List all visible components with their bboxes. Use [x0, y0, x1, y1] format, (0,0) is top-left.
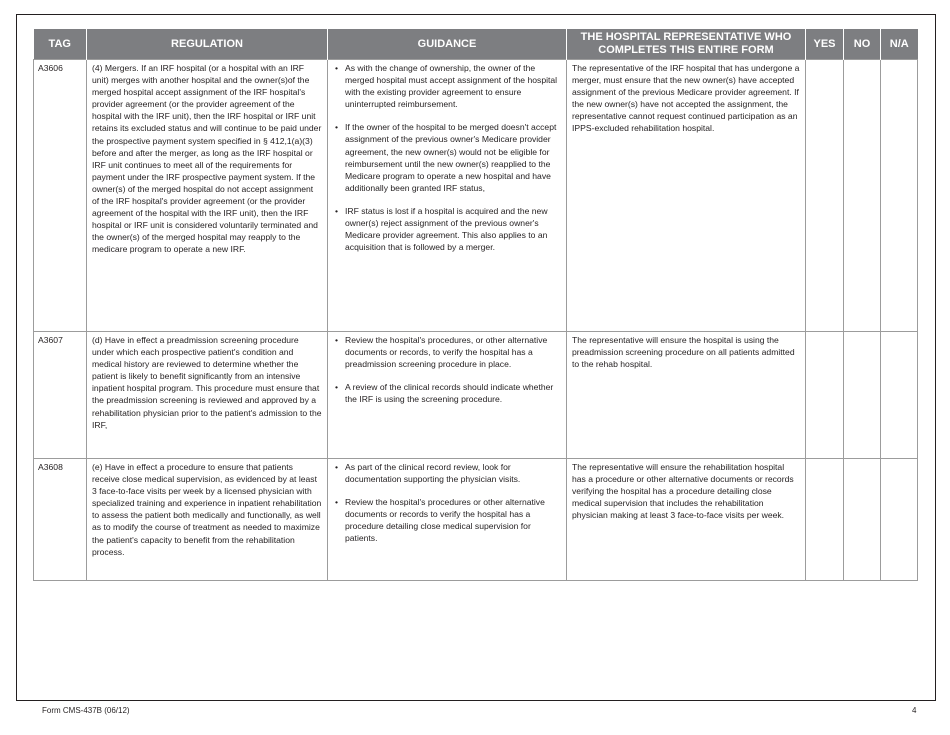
- table-row: [34, 332, 918, 459]
- header-representative: THE HOSPITAL REPRESENTATIVE WHO COMPLETES THIS ENTIRE FORM: [567, 29, 806, 60]
- no-checkbox-cell[interactable]: [844, 332, 881, 459]
- guidance-cell: [328, 459, 567, 581]
- representative-cell: The representative will ensure the hospital is using the preadmission screening procedure on all patients admitted to the rehab hospital.: [567, 332, 806, 459]
- form-id: Form CMS-437B (06/12): [42, 706, 130, 715]
- header-no: NO: [844, 29, 881, 60]
- no-checkbox-cell[interactable]: [844, 60, 881, 332]
- header-row: [34, 29, 918, 60]
- representative-cell: The representative will ensure the rehabilitation hospital has a procedure or other alternative documents or records verifying the hospital has a procedure detailing close medical supervision that includes the rehabilitation physician making at least 3 face-to-face visits per week.: [567, 459, 806, 581]
- guidance-cell: [328, 60, 567, 332]
- guidance-cell: [328, 332, 567, 459]
- tag-cell: A3606: [34, 60, 87, 332]
- header-regulation: REGULATION: [87, 29, 328, 60]
- regulation-cell: (4) Mergers. If an IRF hospital (or a hospital with an IRF unit) merges with another hospital and the owner(s)of the merged hospital accept assignment of the IRF hospital's provider agreement (or the provider agreement of the hospital with the IRF unit), then the IRF hospital or IRF unit retains its excluded status and will continue to be paid under the prospective payment system specified in § 412,1(a)(3) before and after the merger, as long as the IRF hospital or IRF unit continues to meet all of the requirements for payment under the IRF prospective payment system. If the owner(s) of the merged hospital do not accept assignment of the IRF hospital's provider agreement (or the provider agreement of the hospital with the IRF unit), then the IRF hospital or IRF unit is considered voluntarily terminated and the owner(s) of the merged hospital may reapply to the medicare program to operate a new IRF.: [87, 60, 328, 332]
- guidance-item: • IRF status is lost if a hospital is acquired and the new owner(s) reject assignment of the previous owner's Medicare provider agreement. This also applies to an acquisition that is followed by a merger.: [333, 205, 561, 253]
- header-yes: YES: [806, 29, 844, 60]
- representative-cell: The representative of the IRF hospital that has undergone a merger, must ensure that the new owner(s) have accepted assignment of the previous Medicare provider agreement. If the new owner(s) have not accepted the assignment, the representative cannot request continued participation as an IPPS-excluded rehabilitation hospital.: [567, 60, 806, 332]
- na-checkbox-cell[interactable]: [881, 60, 918, 332]
- survey-form-table: [33, 29, 918, 581]
- yes-checkbox-cell[interactable]: [806, 60, 844, 332]
- guidance-item: • A review of the clinical records should indicate whether the IRF is using the screening procedure.: [333, 381, 561, 405]
- header-guidance: GUIDANCE: [328, 29, 567, 60]
- no-checkbox-cell[interactable]: [844, 459, 881, 581]
- page-number: 4: [912, 706, 917, 715]
- guidance-item: • Review the hospital's procedures or other alternative documents or records to verify the hospital has a procedure detailing close medical supervision for patients.: [333, 496, 561, 544]
- tag-cell: A3607: [34, 332, 87, 459]
- guidance-list: [333, 461, 561, 545]
- header-na: N/A: [881, 29, 918, 60]
- yes-checkbox-cell[interactable]: [806, 459, 844, 581]
- na-checkbox-cell[interactable]: [881, 332, 918, 459]
- guidance-item: • As with the change of ownership, the owner of the merged hospital must accept assignment of the hospital with the existing provider agreement to ensure uninterrupted reimbursement.: [333, 62, 561, 110]
- guidance-item: • Review the hospital's procedures, or other alternative documents or records, to verify the hospital has a preadmission screening procedure in place.: [333, 334, 561, 370]
- table-row: [34, 60, 918, 332]
- na-checkbox-cell[interactable]: [881, 459, 918, 581]
- guidance-list: [333, 334, 561, 405]
- guidance-item: • As part of the clinical record review, look for documentation supporting the physician visits.: [333, 461, 561, 485]
- regulation-cell: (e) Have in effect a procedure to ensure that patients receive close medical supervision, as evidenced by at least 3 face-to-face visits per week by a licensed physician with specialized training and experience in inpatient rehabilitation to assess the patient both medically and functionally, as well as to modify the course of treatment as needed to maximize the patient's capacity to benefit from the rehabilitation process.: [87, 459, 328, 581]
- regulation-cell: (d) Have in effect a preadmission screening procedure under which each prospective patient's condition and medical history are reviewed to determine whether the patient is likely to benefit significantly from an intensive inpatient hospital program. This procedure must ensure that the preadmission screening is reviewed and approved by a rehabilitation physician prior to the patient's admission to the IRF,: [87, 332, 328, 459]
- guidance-item: • If the owner of the hospital to be merged doesn't accept assignment of the previous owner's Medicare provider agreement, the new owner(s) would not be eligible for reimbursement until the new owner(s) reapplied to the Medicare program to operate a new hospital and have additionally been granted IRF status,: [333, 121, 561, 194]
- table-row: [34, 459, 918, 581]
- guidance-list: [333, 62, 561, 253]
- yes-checkbox-cell[interactable]: [806, 332, 844, 459]
- header-tag: TAG: [34, 29, 87, 60]
- tag-cell: A3608: [34, 459, 87, 581]
